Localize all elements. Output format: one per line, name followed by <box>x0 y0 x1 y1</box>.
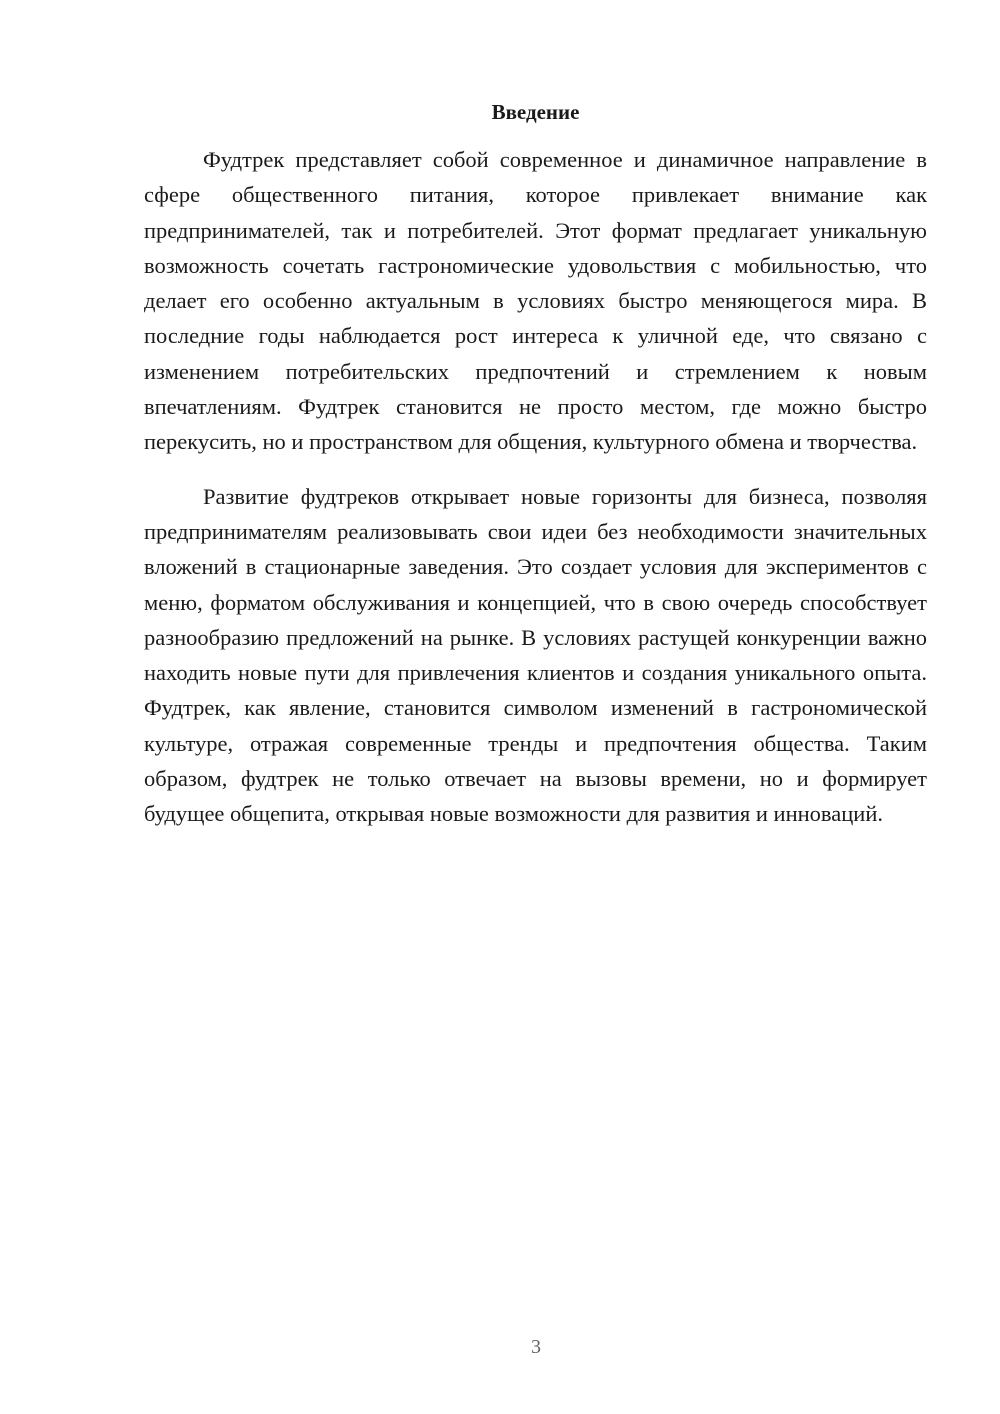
body-text <box>144 142 927 832</box>
paragraph: Развитие фудтреков открывает новые горизонты для бизнеса, позволяя предпринимателям реализовывать свои идеи без необходимости значительных вложений в стационарные заведения. Это создает условия для экспериментов с меню, форматом обслуживания и концепцией, что в свою очередь способствует разнообразию предложений на рынке. В условиях растущей конкуренции важно находить новые пути для привлечения клиентов и создания уникального опыта. Фудтрек, как явление, становится символом изменений в гастрономической культуре, отражая современные тренды и предпочтения общества. Таким образом, фудтрек не только отвечает на вызовы времени, но и формирует будущее общепита, открывая новые возможности для развития и инноваций. <box>144 483 927 827</box>
paragraph: Фудтрек представляет собой современное и динамичное направление в сфере общественного питания, которое привлекает внимание как предпринимателей, так и потребителей. Этот формат предлагает уникальную возможность сочетать гастрономические удовольствия с мобильностью, что делает его особенно актуальным в условиях быстро меняющегося мира. В последние годы наблюдается рост интереса к уличной еде, что связано с изменением потребительских предпочтений и стремлением к новым впечатлениям. Фудтрек становится не просто местом, где можно быстро перекусить, но и пространством для общения, культурного обмена и творчества. <box>144 147 927 455</box>
section-heading: Введение <box>491 100 580 124</box>
page-number: 3 <box>531 1336 541 1358</box>
